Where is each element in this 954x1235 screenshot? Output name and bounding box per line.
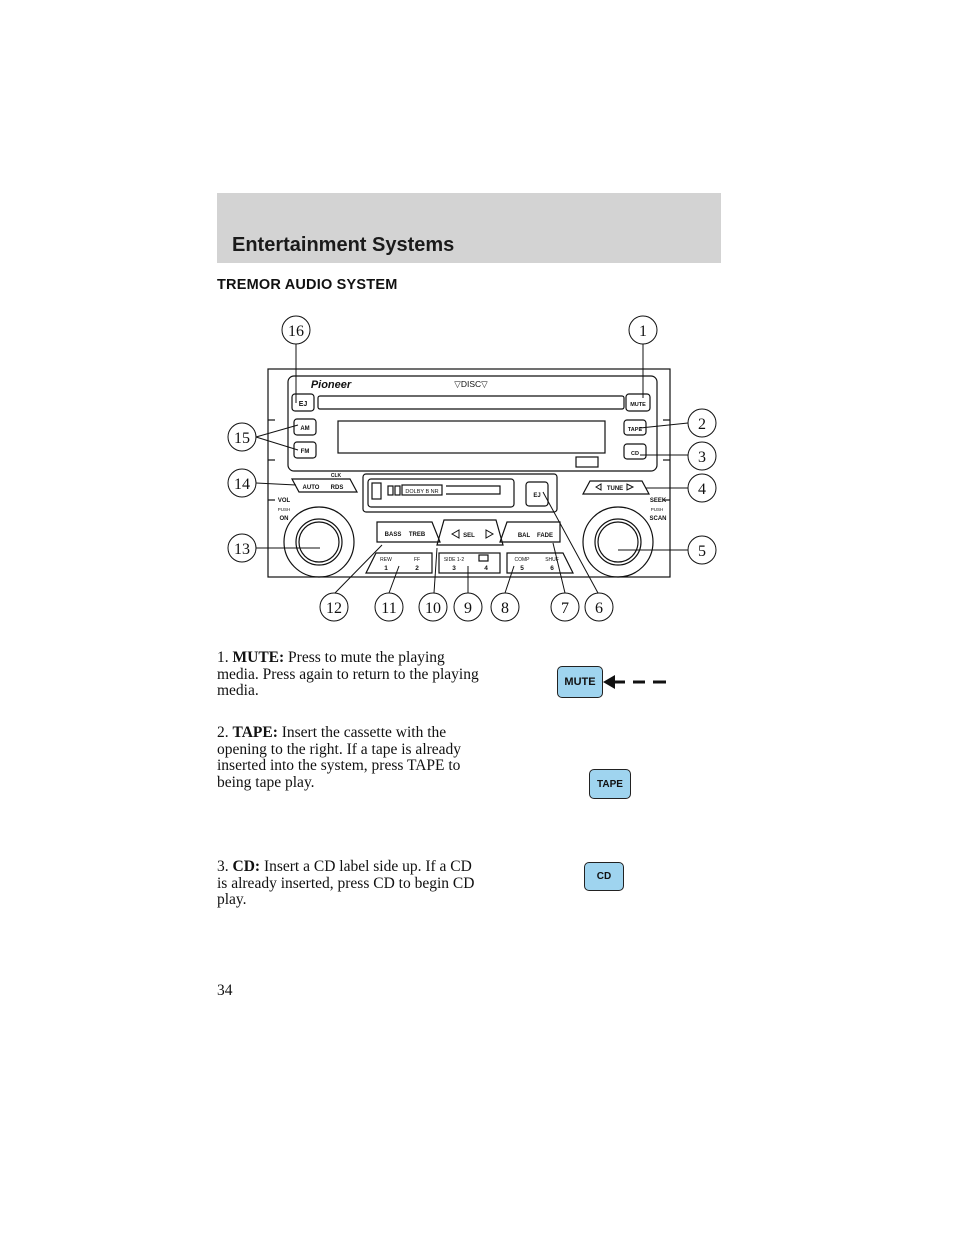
- cd-button-illustration: CD: [584, 862, 624, 891]
- brand-logo: Pioneer: [310, 379, 352, 391]
- bal-label: BAL: [517, 533, 531, 539]
- disc-label: ▽DISC▽: [454, 379, 488, 389]
- svg-text:14: 14: [234, 476, 250, 493]
- svg-text:13: 13: [234, 541, 250, 558]
- tape-label: TAPE: [627, 427, 643, 433]
- item-term: MUTE:: [232, 649, 285, 666]
- callout-1: [629, 316, 657, 344]
- arrow-icon: [603, 672, 669, 692]
- scan-label: SCAN: [649, 516, 667, 522]
- sel-label: SEL: [463, 533, 475, 539]
- preset-6-label: 6: [550, 565, 554, 572]
- am-label: AM: [300, 426, 310, 432]
- bal-fade-button[interactable]: [500, 522, 560, 542]
- callout-14: [228, 469, 256, 497]
- svg-text:16: 16: [288, 323, 304, 340]
- item-text: Insert the cassette with the opening to the right. If a tape is already inserted into the system, press TAPE to being tape play.: [217, 724, 462, 791]
- page-title: Entertainment Systems: [232, 234, 455, 256]
- display-window: [338, 421, 605, 453]
- vol-label: VOL: [277, 498, 291, 504]
- section-title: TREMOR AUDIO SYSTEM: [217, 277, 398, 293]
- item-text: Press to mute the playing media. Press again to return to the playing media.: [217, 649, 479, 700]
- tune-knob[interactable]: [583, 507, 653, 577]
- auto-label: AUTO: [302, 485, 320, 491]
- seek-label: SEEK: [649, 498, 667, 504]
- preset-2-label: 2: [415, 565, 419, 572]
- item-number: 1.: [217, 649, 229, 666]
- item-term: CD:: [232, 858, 261, 875]
- preset-1-2-button[interactable]: [366, 553, 432, 573]
- radio-faceplate: [268, 369, 670, 577]
- svg-text:3: 3: [698, 449, 706, 466]
- preset-5-6-button[interactable]: [507, 553, 573, 573]
- fm-label: FM: [300, 449, 310, 455]
- mute-label: MUTE: [630, 402, 646, 408]
- callout-9: [454, 593, 482, 621]
- dolby-label: DOLBY B NR: [405, 489, 439, 495]
- svg-text:9: 9: [464, 600, 472, 617]
- side-label: SIDE 1-2: [443, 557, 465, 563]
- tape-description: [217, 725, 479, 791]
- callout-12: [320, 593, 348, 621]
- comp-label: COMP: [514, 557, 530, 563]
- on-label: ON: [279, 516, 289, 522]
- shuf-label: SHUF: [545, 557, 559, 563]
- rew-label: REW: [380, 557, 392, 563]
- ff-label: FF: [413, 557, 421, 563]
- svg-text:4: 4: [698, 481, 706, 498]
- svg-text:5: 5: [698, 543, 706, 560]
- item-number: 3.: [217, 858, 229, 875]
- svg-text:12: 12: [326, 600, 342, 617]
- item-text: Insert a CD label side up. If a CD is already inserted, press CD to begin CD play.: [217, 858, 475, 909]
- callout-2: [688, 409, 716, 437]
- mute-button-illustration: MUTE: [557, 666, 603, 698]
- callout-10: [419, 593, 447, 621]
- tape-button-illustration: TAPE: [589, 769, 631, 799]
- callout-5: [688, 536, 716, 564]
- svg-text:15: 15: [234, 430, 250, 447]
- callout-7: [551, 593, 579, 621]
- svg-text:6: 6: [595, 600, 603, 617]
- preset-3-label: 3: [452, 565, 456, 572]
- callout-4: [688, 474, 716, 502]
- callout-16: [282, 316, 310, 344]
- disc-slot: [318, 396, 624, 409]
- preset-4-label: 4: [484, 565, 488, 572]
- callout-15: [228, 423, 256, 451]
- treb-label: TREB: [408, 532, 426, 538]
- preset-1-label: 1: [384, 565, 388, 572]
- bass-label: BASS: [384, 532, 402, 538]
- rds-label: RDS: [330, 485, 344, 491]
- preset-3-4-button[interactable]: [439, 553, 500, 573]
- svg-text:7: 7: [561, 600, 569, 617]
- push-right-label: PUSH: [650, 507, 664, 512]
- svg-text:8: 8: [501, 600, 509, 617]
- callout-3: [688, 442, 716, 470]
- item-term: TAPE:: [232, 724, 278, 741]
- volume-knob[interactable]: [284, 507, 354, 577]
- callout-13: [228, 534, 256, 562]
- ej-top-label: EJ: [298, 401, 308, 408]
- callout-6: [585, 593, 613, 621]
- tune-label: TUNE: [606, 486, 624, 492]
- push-left-label: PUSH: [277, 507, 291, 512]
- item-number: 2.: [217, 724, 229, 741]
- mute-description: [217, 650, 479, 700]
- callout-8: [491, 593, 519, 621]
- ej-tape-label: EJ: [533, 493, 541, 499]
- svg-text:2: 2: [698, 416, 706, 433]
- svg-text:10: 10: [425, 600, 441, 617]
- svg-text:1: 1: [639, 323, 647, 340]
- callout-11: [375, 593, 403, 621]
- preset-5-label: 5: [520, 565, 524, 572]
- cd-label: CD: [631, 451, 639, 457]
- clk-label: CLK: [330, 473, 342, 479]
- fade-label: FADE: [536, 533, 554, 539]
- cd-description: [217, 859, 479, 909]
- svg-text:11: 11: [381, 600, 397, 617]
- page-number: 34: [217, 982, 233, 999]
